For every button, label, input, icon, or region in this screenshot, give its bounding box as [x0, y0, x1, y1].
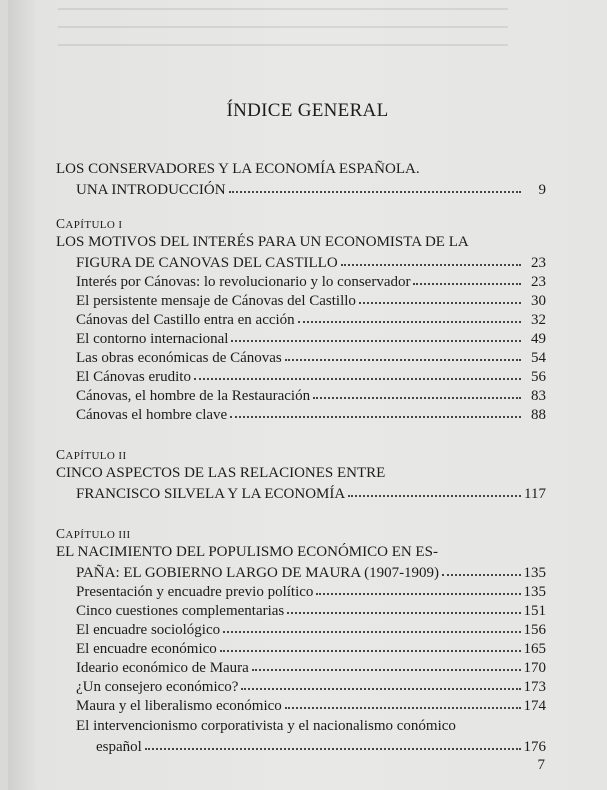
dot-leader	[348, 482, 521, 497]
toc-entry: Cánovas el hombre clave 88	[56, 404, 546, 423]
toc-entry: Cánovas, el hombre de la Restauración 83	[56, 385, 546, 404]
toc-entry: Cánovas del Castillo entra en acción 32	[56, 309, 546, 328]
dot-leader	[145, 735, 521, 750]
toc-entry: El encuadre sociológico 156	[56, 619, 546, 638]
chapter-title-entry	[56, 252, 546, 271]
chapter-title-line1: EL NACIMIENTO DEL POPULISMO ECONÓMICO EN ES-	[56, 544, 438, 560]
chapter-title-entry	[56, 483, 546, 502]
chapter-title-line2: FIGURA DE CANOVAS DEL CASTILLO	[76, 255, 338, 271]
toc-entry-multiline-line2: español 176	[56, 736, 546, 755]
toc-entry: Las obras económicas de Cánovas 54	[56, 347, 546, 366]
toc-entry: Ideario económico de Maura 170	[56, 657, 546, 676]
table-of-contents	[56, 160, 546, 755]
toc-entry: Interés por Cánovas: lo revolucionario y lo conservador 23	[56, 271, 546, 290]
chapter-title-page: 117	[524, 486, 546, 502]
bleed-through-line	[58, 44, 508, 46]
intro-title-line1: LOS CONSERVADORES Y LA ECONOMÍA ESPAÑOLA.	[56, 161, 420, 177]
dot-leader	[442, 561, 520, 576]
toc-entry: El encuadre económico 165	[56, 638, 546, 657]
chapter-label: CAPÍTULO II	[56, 447, 127, 462]
toc-entry-multiline-line1: El intervencionismo corporativista y el nacionalismo conómico	[76, 718, 456, 734]
book-page	[8, 0, 607, 790]
intro-title-line2: UNA INTRODUCCIÓN	[76, 182, 226, 198]
toc-entry: Cinco cuestiones complementarias 151	[56, 600, 546, 619]
toc-entry: Maura y el liberalismo económico 174	[56, 695, 546, 714]
chapter-label: CAPÍTULO I	[56, 216, 123, 231]
dot-leader	[229, 178, 521, 193]
index-title: ÍNDICE GENERAL	[226, 100, 389, 121]
chapter-label: CAPÍTULO III	[56, 526, 131, 541]
chapter-title-line2: PAÑA: EL GOBIERNO LARGO DE MAURA (1907-1909)	[76, 565, 440, 581]
intro-entry	[56, 179, 546, 198]
toc-entry: El Cánovas erudito 56	[56, 366, 546, 385]
chapter-title-line1: CINCO ASPECTOS DE LAS RELACIONES ENTRE	[56, 465, 386, 481]
chapter-title-entry	[56, 562, 546, 581]
toc-entry: Presentación y encuadre previo político 135	[56, 581, 546, 600]
chapter-title-line1: LOS MOTIVOS DEL INTERÉS PARA UN ECONOMISTA DE LA	[56, 234, 469, 250]
toc-entry: El persistente mensaje de Cánovas del Castillo 30	[56, 290, 546, 309]
chapter-title-line2: FRANCISCO SILVELA Y LA ECONOMÍA	[76, 486, 346, 502]
page-number: 7	[537, 757, 545, 773]
toc-entry: ¿Un consejero económico? 173	[56, 676, 546, 695]
chapter-title-page: 23	[531, 255, 546, 271]
intro-page: 9	[538, 182, 546, 198]
bleed-through-line	[58, 8, 508, 10]
bleed-through-line	[58, 26, 508, 28]
dot-leader	[341, 251, 521, 266]
chapter-title-page: 135	[523, 565, 546, 581]
toc-entry: El contorno internacional 49	[56, 328, 546, 347]
